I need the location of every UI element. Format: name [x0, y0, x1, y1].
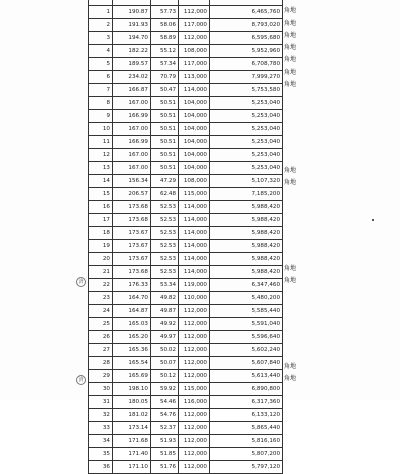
area-cell: 182.22 [113, 45, 151, 58]
area-cell: 198.10 [113, 383, 151, 396]
area-cell: 166.99 [113, 136, 151, 149]
area-tsubo-cell: 57.34 [151, 58, 179, 71]
area-tsubo-cell: 52.53 [151, 253, 179, 266]
area-tsubo-cell: 53.34 [151, 279, 179, 292]
area-cell: 234.02 [113, 71, 151, 84]
total-price-cell: 5,613,440 [210, 370, 283, 383]
total-price-cell: 7,185,200 [210, 188, 283, 201]
unit-price-cell: 117,000 [179, 58, 210, 71]
table-row [89, 175, 283, 188]
total-price-cell: 6,595,680 [210, 32, 283, 45]
total-price-cell: 5,596,640 [210, 331, 283, 344]
area-tsubo-cell: 49.87 [151, 305, 179, 318]
unit-price-cell: 104,000 [179, 110, 210, 123]
unit-price-cell: 114,000 [179, 201, 210, 214]
table-row [89, 32, 283, 45]
lot-number-cell: 21 [89, 266, 113, 279]
handwritten-stamp: 済 [76, 375, 86, 385]
corner-lot-remark: 角地 [284, 166, 297, 174]
unit-price-cell: 119,000 [179, 279, 210, 292]
area-tsubo-cell: 50.51 [151, 110, 179, 123]
total-price-cell: 6,465,760 [210, 6, 283, 19]
lot-number-cell: 17 [89, 214, 113, 227]
unit-price-cell: 112,000 [179, 409, 210, 422]
area-cell: 194.70 [113, 32, 151, 45]
area-cell: 166.87 [113, 84, 151, 97]
unit-price-cell: 112,000 [179, 331, 210, 344]
area-tsubo-cell: 52.37 [151, 422, 179, 435]
area-tsubo-cell: 55.12 [151, 45, 179, 58]
area-tsubo-cell: 50.51 [151, 123, 179, 136]
area-tsubo-cell: 50.51 [151, 162, 179, 175]
table-row [89, 97, 283, 110]
total-price-cell: 5,988,420 [210, 201, 283, 214]
corner-lot-remark: 角地 [284, 276, 297, 284]
area-tsubo-cell: 47.29 [151, 175, 179, 188]
lot-number-cell: 27 [89, 344, 113, 357]
table-row [89, 344, 283, 357]
table-row [89, 45, 283, 58]
handwritten-stamp: 済 [76, 277, 86, 287]
total-price-cell: 5,253,040 [210, 110, 283, 123]
total-price-cell: 8,793,020 [210, 19, 283, 32]
table-row [89, 253, 283, 266]
table-row [89, 84, 283, 97]
area-tsubo-cell: 50.02 [151, 344, 179, 357]
total-price-cell: 5,753,580 [210, 84, 283, 97]
scan-speck [372, 219, 374, 221]
area-cell: 167.00 [113, 97, 151, 110]
area-cell: 173.67 [113, 227, 151, 240]
area-cell: 176.33 [113, 279, 151, 292]
table-row [89, 435, 283, 448]
total-price-cell: 6,133,120 [210, 409, 283, 422]
table-row [89, 227, 283, 240]
corner-lot-remark: 角地 [284, 80, 297, 88]
table-row [89, 409, 283, 422]
unit-price-cell: 104,000 [179, 149, 210, 162]
area-tsubo-cell: 62.48 [151, 188, 179, 201]
unit-price-cell: 114,000 [179, 84, 210, 97]
corner-lot-remark: 角地 [284, 68, 297, 76]
table-row [89, 162, 283, 175]
area-tsubo-cell: 59.92 [151, 383, 179, 396]
unit-price-cell: 114,000 [179, 214, 210, 227]
table-row [89, 448, 283, 461]
area-cell: 189.57 [113, 58, 151, 71]
lot-number-cell: 15 [89, 188, 113, 201]
area-tsubo-cell: 54.76 [151, 409, 179, 422]
area-cell: 190.87 [113, 6, 151, 19]
table-row [89, 136, 283, 149]
unit-price-cell: 114,000 [179, 266, 210, 279]
area-cell: 180.05 [113, 396, 151, 409]
lot-number-cell: 34 [89, 435, 113, 448]
area-cell: 171.10 [113, 461, 151, 474]
total-price-cell: 5,585,440 [210, 305, 283, 318]
lot-number-cell: 3 [89, 32, 113, 45]
lot-number-cell: 35 [89, 448, 113, 461]
area-tsubo-cell: 57.73 [151, 6, 179, 19]
total-price-cell: 7,999,270 [210, 71, 283, 84]
lot-number-cell: 16 [89, 201, 113, 214]
table-row [89, 6, 283, 19]
unit-price-cell: 112,000 [179, 422, 210, 435]
unit-price-cell: 116,000 [179, 396, 210, 409]
corner-lot-remark: 角地 [284, 56, 297, 64]
lot-number-cell: 5 [89, 58, 113, 71]
corner-lot-remark: 角地 [284, 19, 297, 27]
lot-number-cell: 9 [89, 110, 113, 123]
lot-number-cell: 26 [89, 331, 113, 344]
unit-price-cell: 108,000 [179, 175, 210, 188]
area-tsubo-cell: 58.06 [151, 19, 179, 32]
table-row [89, 422, 283, 435]
area-cell: 171.68 [113, 435, 151, 448]
total-price-cell: 6,708,780 [210, 58, 283, 71]
corner-lot-remark: 角地 [284, 362, 297, 370]
lot-number-cell: 6 [89, 71, 113, 84]
area-tsubo-cell: 50.07 [151, 357, 179, 370]
total-price-cell: 5,988,420 [210, 214, 283, 227]
lot-number-cell: 28 [89, 357, 113, 370]
lot-number-cell: 22 [89, 279, 113, 292]
table-row [89, 318, 283, 331]
area-tsubo-cell: 50.12 [151, 370, 179, 383]
area-tsubo-cell: 51.93 [151, 435, 179, 448]
total-price-cell: 5,865,440 [210, 422, 283, 435]
area-tsubo-cell: 52.53 [151, 214, 179, 227]
lot-number-cell: 14 [89, 175, 113, 188]
unit-price-cell: 113,000 [179, 71, 210, 84]
total-price-cell: 5,988,420 [210, 253, 283, 266]
unit-price-cell: 104,000 [179, 97, 210, 110]
table-row [89, 370, 283, 383]
corner-lot-remark: 角地 [284, 264, 297, 272]
lot-number-cell: 4 [89, 45, 113, 58]
area-tsubo-cell: 52.53 [151, 201, 179, 214]
area-cell: 167.00 [113, 123, 151, 136]
total-price-cell: 5,952,960 [210, 45, 283, 58]
area-cell: 181.02 [113, 409, 151, 422]
unit-price-cell: 112,000 [179, 305, 210, 318]
total-price-cell: 6,347,460 [210, 279, 283, 292]
unit-price-cell: 114,000 [179, 227, 210, 240]
area-cell: 173.68 [113, 214, 151, 227]
lot-number-cell: 13 [89, 162, 113, 175]
table-row [89, 110, 283, 123]
unit-price-cell: 114,000 [179, 253, 210, 266]
area-tsubo-cell: 49.97 [151, 331, 179, 344]
area-tsubo-cell: 52.53 [151, 227, 179, 240]
table-row [89, 19, 283, 32]
total-price-cell: 5,253,040 [210, 97, 283, 110]
lot-number-cell: 2 [89, 19, 113, 32]
table-row [89, 71, 283, 84]
total-price-cell: 5,797,120 [210, 461, 283, 474]
corner-lot-remark: 角地 [284, 44, 297, 51]
area-tsubo-cell: 51.85 [151, 448, 179, 461]
lot-number-cell: 10 [89, 123, 113, 136]
table-row [89, 305, 283, 318]
lot-number-cell: 23 [89, 292, 113, 305]
area-cell: 165.54 [113, 357, 151, 370]
lot-number-cell: 36 [89, 461, 113, 474]
total-price-cell: 6,890,800 [210, 383, 283, 396]
total-price-cell: 6,317,360 [210, 396, 283, 409]
unit-price-cell: 104,000 [179, 162, 210, 175]
lot-number-cell: 33 [89, 422, 113, 435]
corner-lot-remark: 角地 [284, 374, 297, 382]
corner-lot-remark: 角地 [284, 7, 297, 15]
area-tsubo-cell: 51.76 [151, 461, 179, 474]
table-body [89, 0, 283, 474]
unit-price-cell: 112,000 [179, 370, 210, 383]
table-row [89, 461, 283, 474]
unit-price-cell: 112,000 [179, 461, 210, 474]
unit-price-cell: 112,000 [179, 32, 210, 45]
area-cell: 171.40 [113, 448, 151, 461]
area-cell: 165.36 [113, 344, 151, 357]
area-tsubo-cell: 54.46 [151, 396, 179, 409]
unit-price-cell: 112,000 [179, 6, 210, 19]
area-cell: 206.57 [113, 188, 151, 201]
table-row [89, 214, 283, 227]
lot-number-cell: 18 [89, 227, 113, 240]
area-cell: 165.20 [113, 331, 151, 344]
table-row [89, 58, 283, 71]
lot-number-cell: 25 [89, 318, 113, 331]
unit-price-cell: 110,000 [179, 292, 210, 305]
area-tsubo-cell: 50.51 [151, 136, 179, 149]
unit-price-cell: 112,000 [179, 318, 210, 331]
lot-number-cell: 24 [89, 305, 113, 318]
area-tsubo-cell: 50.51 [151, 149, 179, 162]
lot-number-cell: 29 [89, 370, 113, 383]
table-row [89, 383, 283, 396]
table-row [89, 292, 283, 305]
total-price-cell: 5,253,040 [210, 136, 283, 149]
lot-number-cell: 11 [89, 136, 113, 149]
area-cell: 173.68 [113, 266, 151, 279]
total-price-cell: 5,253,040 [210, 123, 283, 136]
area-cell: 165.03 [113, 318, 151, 331]
area-tsubo-cell: 70.79 [151, 71, 179, 84]
table-row [89, 396, 283, 409]
area-tsubo-cell: 49.92 [151, 318, 179, 331]
unit-price-cell: 112,000 [179, 448, 210, 461]
total-price-cell: 5,253,040 [210, 149, 283, 162]
area-cell: 173.14 [113, 422, 151, 435]
total-price-cell: 5,107,320 [210, 175, 283, 188]
total-price-cell: 5,607,840 [210, 357, 283, 370]
unit-price-cell: 117,000 [179, 19, 210, 32]
total-price-cell: 5,988,420 [210, 266, 283, 279]
area-cell: 166.99 [113, 110, 151, 123]
area-cell: 173.68 [113, 201, 151, 214]
corner-lot-remark: 角地 [284, 31, 297, 39]
table-row [89, 149, 283, 162]
area-cell: 191.93 [113, 19, 151, 32]
area-cell: 164.87 [113, 305, 151, 318]
lot-number-cell: 30 [89, 383, 113, 396]
area-tsubo-cell: 52.53 [151, 240, 179, 253]
table-row [89, 188, 283, 201]
unit-price-cell: 115,000 [179, 383, 210, 396]
area-cell: 156.34 [113, 175, 151, 188]
total-price-cell: 5,591,040 [210, 318, 283, 331]
corner-lot-remark: 角地 [284, 178, 297, 186]
table-row [89, 123, 283, 136]
lot-price-table [88, 0, 283, 474]
area-cell: 164.70 [113, 292, 151, 305]
unit-price-cell: 104,000 [179, 136, 210, 149]
total-price-cell: 5,816,160 [210, 435, 283, 448]
unit-price-cell: 112,000 [179, 435, 210, 448]
lot-number-cell: 32 [89, 409, 113, 422]
unit-price-cell: 104,000 [179, 123, 210, 136]
lot-number-cell: 19 [89, 240, 113, 253]
table-row [89, 279, 283, 292]
total-price-cell: 5,253,040 [210, 162, 283, 175]
table-row [89, 357, 283, 370]
total-price-cell: 5,988,420 [210, 240, 283, 253]
lot-number-cell: 1 [89, 6, 113, 19]
lot-number-cell: 7 [89, 84, 113, 97]
area-cell: 167.00 [113, 149, 151, 162]
lot-number-cell: 20 [89, 253, 113, 266]
area-cell: 173.67 [113, 240, 151, 253]
total-price-cell: 5,988,420 [210, 227, 283, 240]
area-cell: 173.67 [113, 253, 151, 266]
unit-price-cell: 114,000 [179, 240, 210, 253]
area-cell: 165.69 [113, 370, 151, 383]
total-price-cell: 5,807,200 [210, 448, 283, 461]
lot-number-cell: 12 [89, 149, 113, 162]
area-tsubo-cell: 58.89 [151, 32, 179, 45]
unit-price-cell: 112,000 [179, 357, 210, 370]
table-row [89, 201, 283, 214]
unit-price-cell: 112,000 [179, 344, 210, 357]
table-row [89, 266, 283, 279]
table-row [89, 240, 283, 253]
area-tsubo-cell: 49.82 [151, 292, 179, 305]
total-price-cell: 5,480,200 [210, 292, 283, 305]
area-tsubo-cell: 50.47 [151, 84, 179, 97]
area-tsubo-cell: 52.53 [151, 266, 179, 279]
area-cell: 167.00 [113, 162, 151, 175]
unit-price-cell: 115,000 [179, 188, 210, 201]
table-row [89, 331, 283, 344]
unit-price-cell: 108,000 [179, 45, 210, 58]
area-tsubo-cell: 50.51 [151, 97, 179, 110]
lot-number-cell: 31 [89, 396, 113, 409]
total-price-cell: 5,602,240 [210, 344, 283, 357]
lot-number-cell: 8 [89, 97, 113, 110]
